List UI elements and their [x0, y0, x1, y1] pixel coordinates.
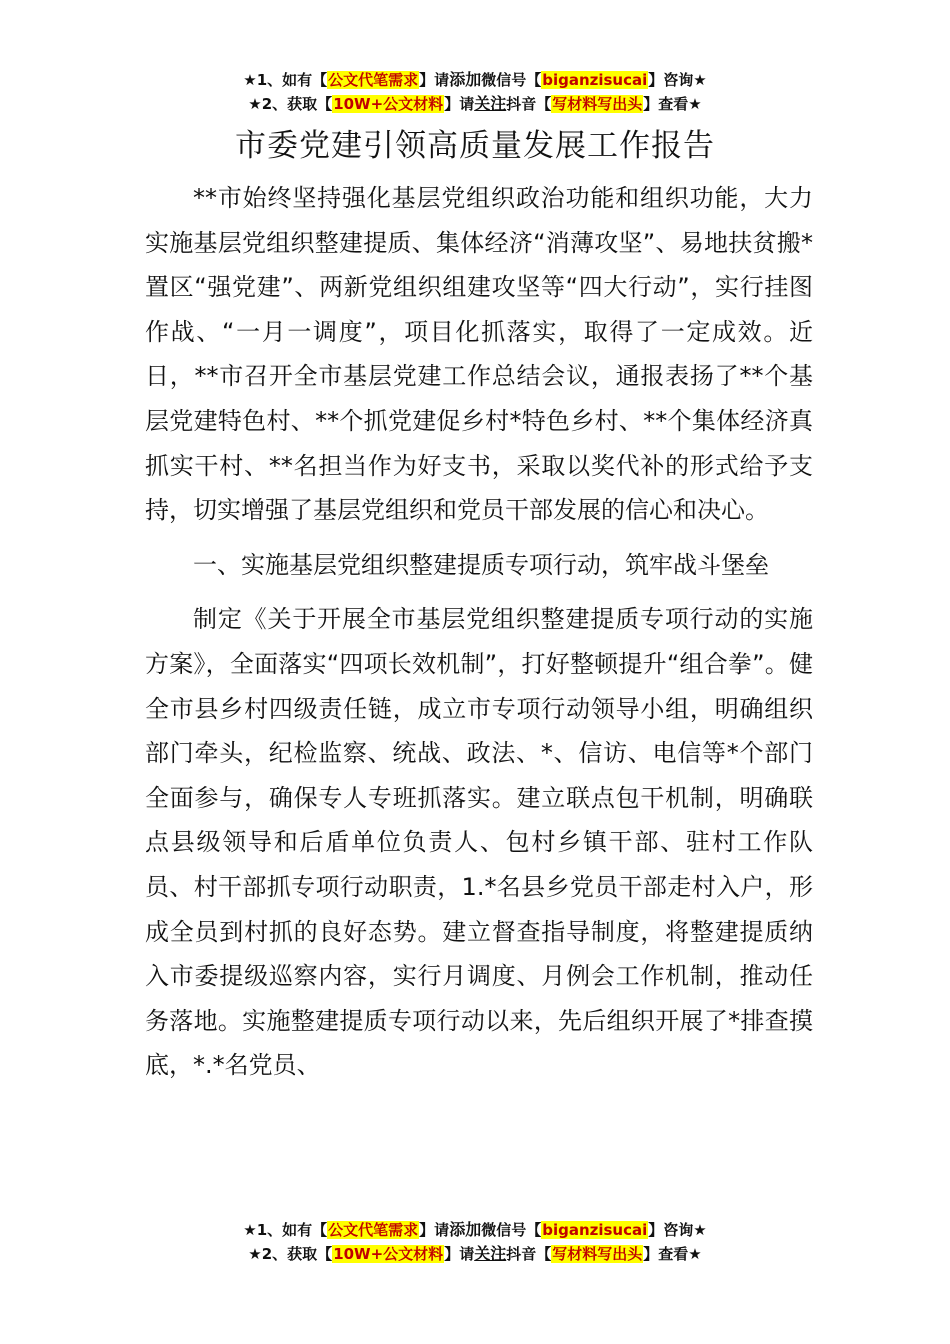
banner-text: 】查看★	[643, 95, 702, 113]
banner-text: ★1、如有【	[243, 71, 328, 89]
banner-text: ★1、如有【	[243, 1221, 328, 1239]
document-title: 市委党建引领高质量发展工作报告	[235, 128, 715, 164]
banner-emphasis: 关注	[474, 1244, 507, 1263]
banner-text: 微信号【	[481, 1221, 542, 1239]
highlight-wechat-id: biganzisucai	[542, 1221, 648, 1239]
document-body	[145, 176, 813, 1088]
highlight-douyin: 写材料写出头	[552, 1245, 643, 1263]
section-heading-1: 一、实施基层党组织整建提质专项行动，筑牢战斗堡垒	[193, 550, 769, 579]
banner-line-1	[0, 68, 950, 92]
footer-banner	[0, 1218, 950, 1266]
highlight-wechat-id: biganzisucai	[542, 71, 648, 89]
paragraph-section-1: 制定《关于开展全市基层党组织整建提质专项行动的实施方案》，全面落实“四项长效机制”，打好整顿提升“组合拳”。健全市县乡村四级责任链，成立市专项行动领导小组，明确组织部门牵头，纪检监察、统战、政法、*、信访、电信等*个部门全面参与，确保专人专班抓落实。建立联点包干机制，明确联点县级领导和后盾单位负责人、包村乡镇干部、驻村工作队员、村干部抓专项行动职责，1.*名县乡党员干部走村入户，形成全员到村抓的良好态势。建立督查指导制度，将整建提质纳入市委提级巡察内容，实行月调度、月例会工作机制，推动任务落地。实施整建提质专项行动以来，先后组织开展了*排查摸底，*.*名党员、	[145, 605, 813, 1080]
banner-emphasis: 添加	[449, 1220, 482, 1239]
banner-line-2	[0, 1242, 950, 1266]
banner-text: 抖音【	[506, 95, 552, 113]
highlight-service: 公文代笔需求	[328, 1221, 419, 1239]
banner-emphasis: 添加	[449, 70, 482, 89]
banner-text: 】咨询★	[648, 71, 707, 89]
banner-text: 微信号【	[481, 71, 542, 89]
banner-text: 】查看★	[643, 1245, 702, 1263]
banner-text: 抖音【	[506, 1245, 552, 1263]
banner-text: 】请	[444, 1245, 475, 1263]
banner-text: ★2、获取【	[248, 1245, 333, 1263]
highlight-service: 公文代笔需求	[328, 71, 419, 89]
banner-line-1	[0, 1218, 950, 1242]
banner-text: 】咨询★	[648, 1221, 707, 1239]
banner-line-2	[0, 92, 950, 116]
banner-emphasis: 关注	[474, 94, 507, 113]
highlight-douyin: 写材料写出头	[552, 95, 643, 113]
paragraph-intro: **市始终坚持强化基层党组织政治功能和组织功能，大力实施基层党组织整建提质、集体经济“消薄攻坚”、易地扶贫搬*置区“强党建”、两新党组织组建攻坚等“四大行动”，实行挂图作战、“一月一调度”，项目化抓落实，取得了一定成效。近日，**市召开全市基层党建工作总结会议，通报表扬了**个基层党建特色村、**个抓党建促乡村*特色乡村、**个集体经济真抓实干村、**名担当作为好支书，采取以奖代补的形式给予支持，切实增强了基层党组织和党员干部发展的信心和决心。	[145, 184, 813, 525]
highlight-materials: 10W+公文材料	[333, 95, 444, 113]
banner-text: ★2、获取【	[248, 95, 333, 113]
highlight-materials: 10W+公文材料	[333, 1245, 444, 1263]
header-banner	[0, 68, 950, 116]
banner-text: 】请	[444, 95, 475, 113]
banner-text: 】请	[419, 71, 450, 89]
banner-text: 】请	[419, 1221, 450, 1239]
